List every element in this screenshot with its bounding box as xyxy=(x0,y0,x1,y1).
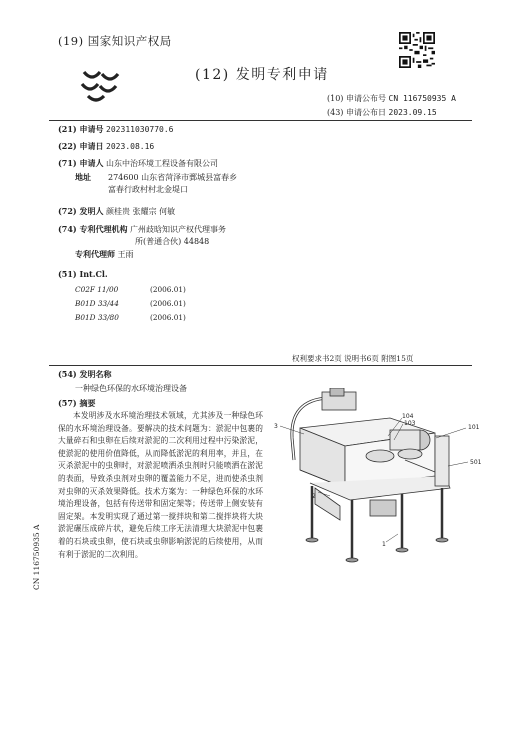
cnipa-logo xyxy=(78,64,122,104)
intcl-item xyxy=(75,284,186,295)
intcl-item xyxy=(75,298,186,309)
publication-number-label: (10) 申请公布号 xyxy=(327,94,389,103)
intcl-date: (2006.01) xyxy=(150,313,186,322)
intcl-date: (2006.01) xyxy=(150,285,186,294)
intcl-code: B01D 33/80 xyxy=(75,313,119,322)
figure-label-2: 2 xyxy=(312,493,316,500)
agent xyxy=(75,249,134,260)
figure-label-501: 501 xyxy=(470,459,482,466)
application-number xyxy=(58,124,173,135)
side-publication-number: CN 116750935 A xyxy=(32,524,41,590)
intcl-date: (2006.01) xyxy=(150,299,186,308)
inventors-value: 颜桂贵 张耀宗 何敏 xyxy=(106,207,176,216)
publication-date xyxy=(327,107,437,118)
abstract-label: (57) 摘要 xyxy=(58,398,96,408)
agency-line-1: 广州歧晗知识产权代理事务 xyxy=(130,225,227,234)
office-name: (19) 国家知识产权局 xyxy=(58,34,172,48)
publication-number xyxy=(327,93,456,104)
address-line-2: 富春行政村村北金堤口 xyxy=(108,185,188,194)
address-line-1: 274600 山东省菏泽市鄄城县富春乡 xyxy=(108,173,238,182)
title-label: (54) 发明名称 xyxy=(58,369,112,379)
header-rule xyxy=(49,120,472,121)
intcl-label: (51) Int.Cl. xyxy=(58,269,108,279)
application-number-label: (21) 申请号 xyxy=(58,124,104,134)
figure-label-3: 3 xyxy=(274,423,278,430)
intcl-code: C02F 11/00 xyxy=(75,285,119,294)
figure-label-101: 101 xyxy=(468,424,480,431)
address-label: 地址 xyxy=(75,172,91,182)
representative-drawing xyxy=(270,388,490,578)
figure-label-103: 103 xyxy=(404,420,416,427)
publication-date-value: 2023.09.15 xyxy=(388,108,437,117)
inventors-label: (72) 发明人 xyxy=(58,206,104,216)
application-date-value: 2023.08.16 xyxy=(106,142,155,151)
intcl-item xyxy=(75,312,186,323)
invention-title: 一种绿色环保的水环境治理设备 xyxy=(75,384,187,393)
qr-code xyxy=(399,32,435,68)
page-counts: 权利要求书2页 说明书6页 附图15页 xyxy=(292,354,414,363)
applicant xyxy=(58,158,218,169)
agent-value: 王雨 xyxy=(117,250,134,259)
abstract-text: 本发明涉及水环境治理技术领域，尤其涉及一种绿色环保的水环境治理设备。要解决的技术问题为：淤泥中包裹的大量碎石和虫卵在后续对淤泥的二次利用过程中污染淤泥，使淤泥的使用价值降低，从而降低淤泥的利用率，并且，在灭杀淤泥中的虫卵时，对淤泥喷洒杀虫剂时只能喷洒在淤泥的表面，导致杀虫剂对虫卵的覆盖能力不足，进而使杀虫剂对虫卵的灭杀效果降低。技术方案为：一种绿色环保的水环境治理设备，包括有传送带和固定架等；传送带上侧安装有固定架。本发明实现了通过第一搅拌块和第二搅拌块将大块淤泥碾压成碎片状，避免后续工序无法清理大块淤泥中包裹着的石块或虫卵，使石块或虫卵影响淤泥的后续使用，从而有利于淤泥的二次利用。 xyxy=(58,411,263,559)
agency-label: (74) 专利代理机构 xyxy=(58,224,128,234)
application-number-value: 202311030770.6 xyxy=(106,125,174,134)
agent-label: 专利代理师 xyxy=(75,249,115,259)
application-date-label: (22) 申请日 xyxy=(58,141,104,151)
agency-line-2: 所(普通合伙) 44848 xyxy=(135,237,210,246)
intcl-code: B01D 33/44 xyxy=(75,299,119,308)
inventors xyxy=(58,206,175,217)
application-date xyxy=(58,141,154,152)
figure-label-104: 104 xyxy=(402,413,414,420)
applicant-value: 山东中治环境工程设备有限公司 xyxy=(106,159,219,168)
applicant-label: (71) 申请人 xyxy=(58,158,104,168)
publication-number-value: CN 116750935 A xyxy=(388,94,456,103)
publication-date-label: (43) 申请公布日 xyxy=(327,108,389,117)
section-rule xyxy=(49,365,472,366)
agency xyxy=(58,224,226,235)
figure-label-1: 1 xyxy=(382,541,386,548)
document-type: (12) 发明专利申请 xyxy=(195,67,329,83)
